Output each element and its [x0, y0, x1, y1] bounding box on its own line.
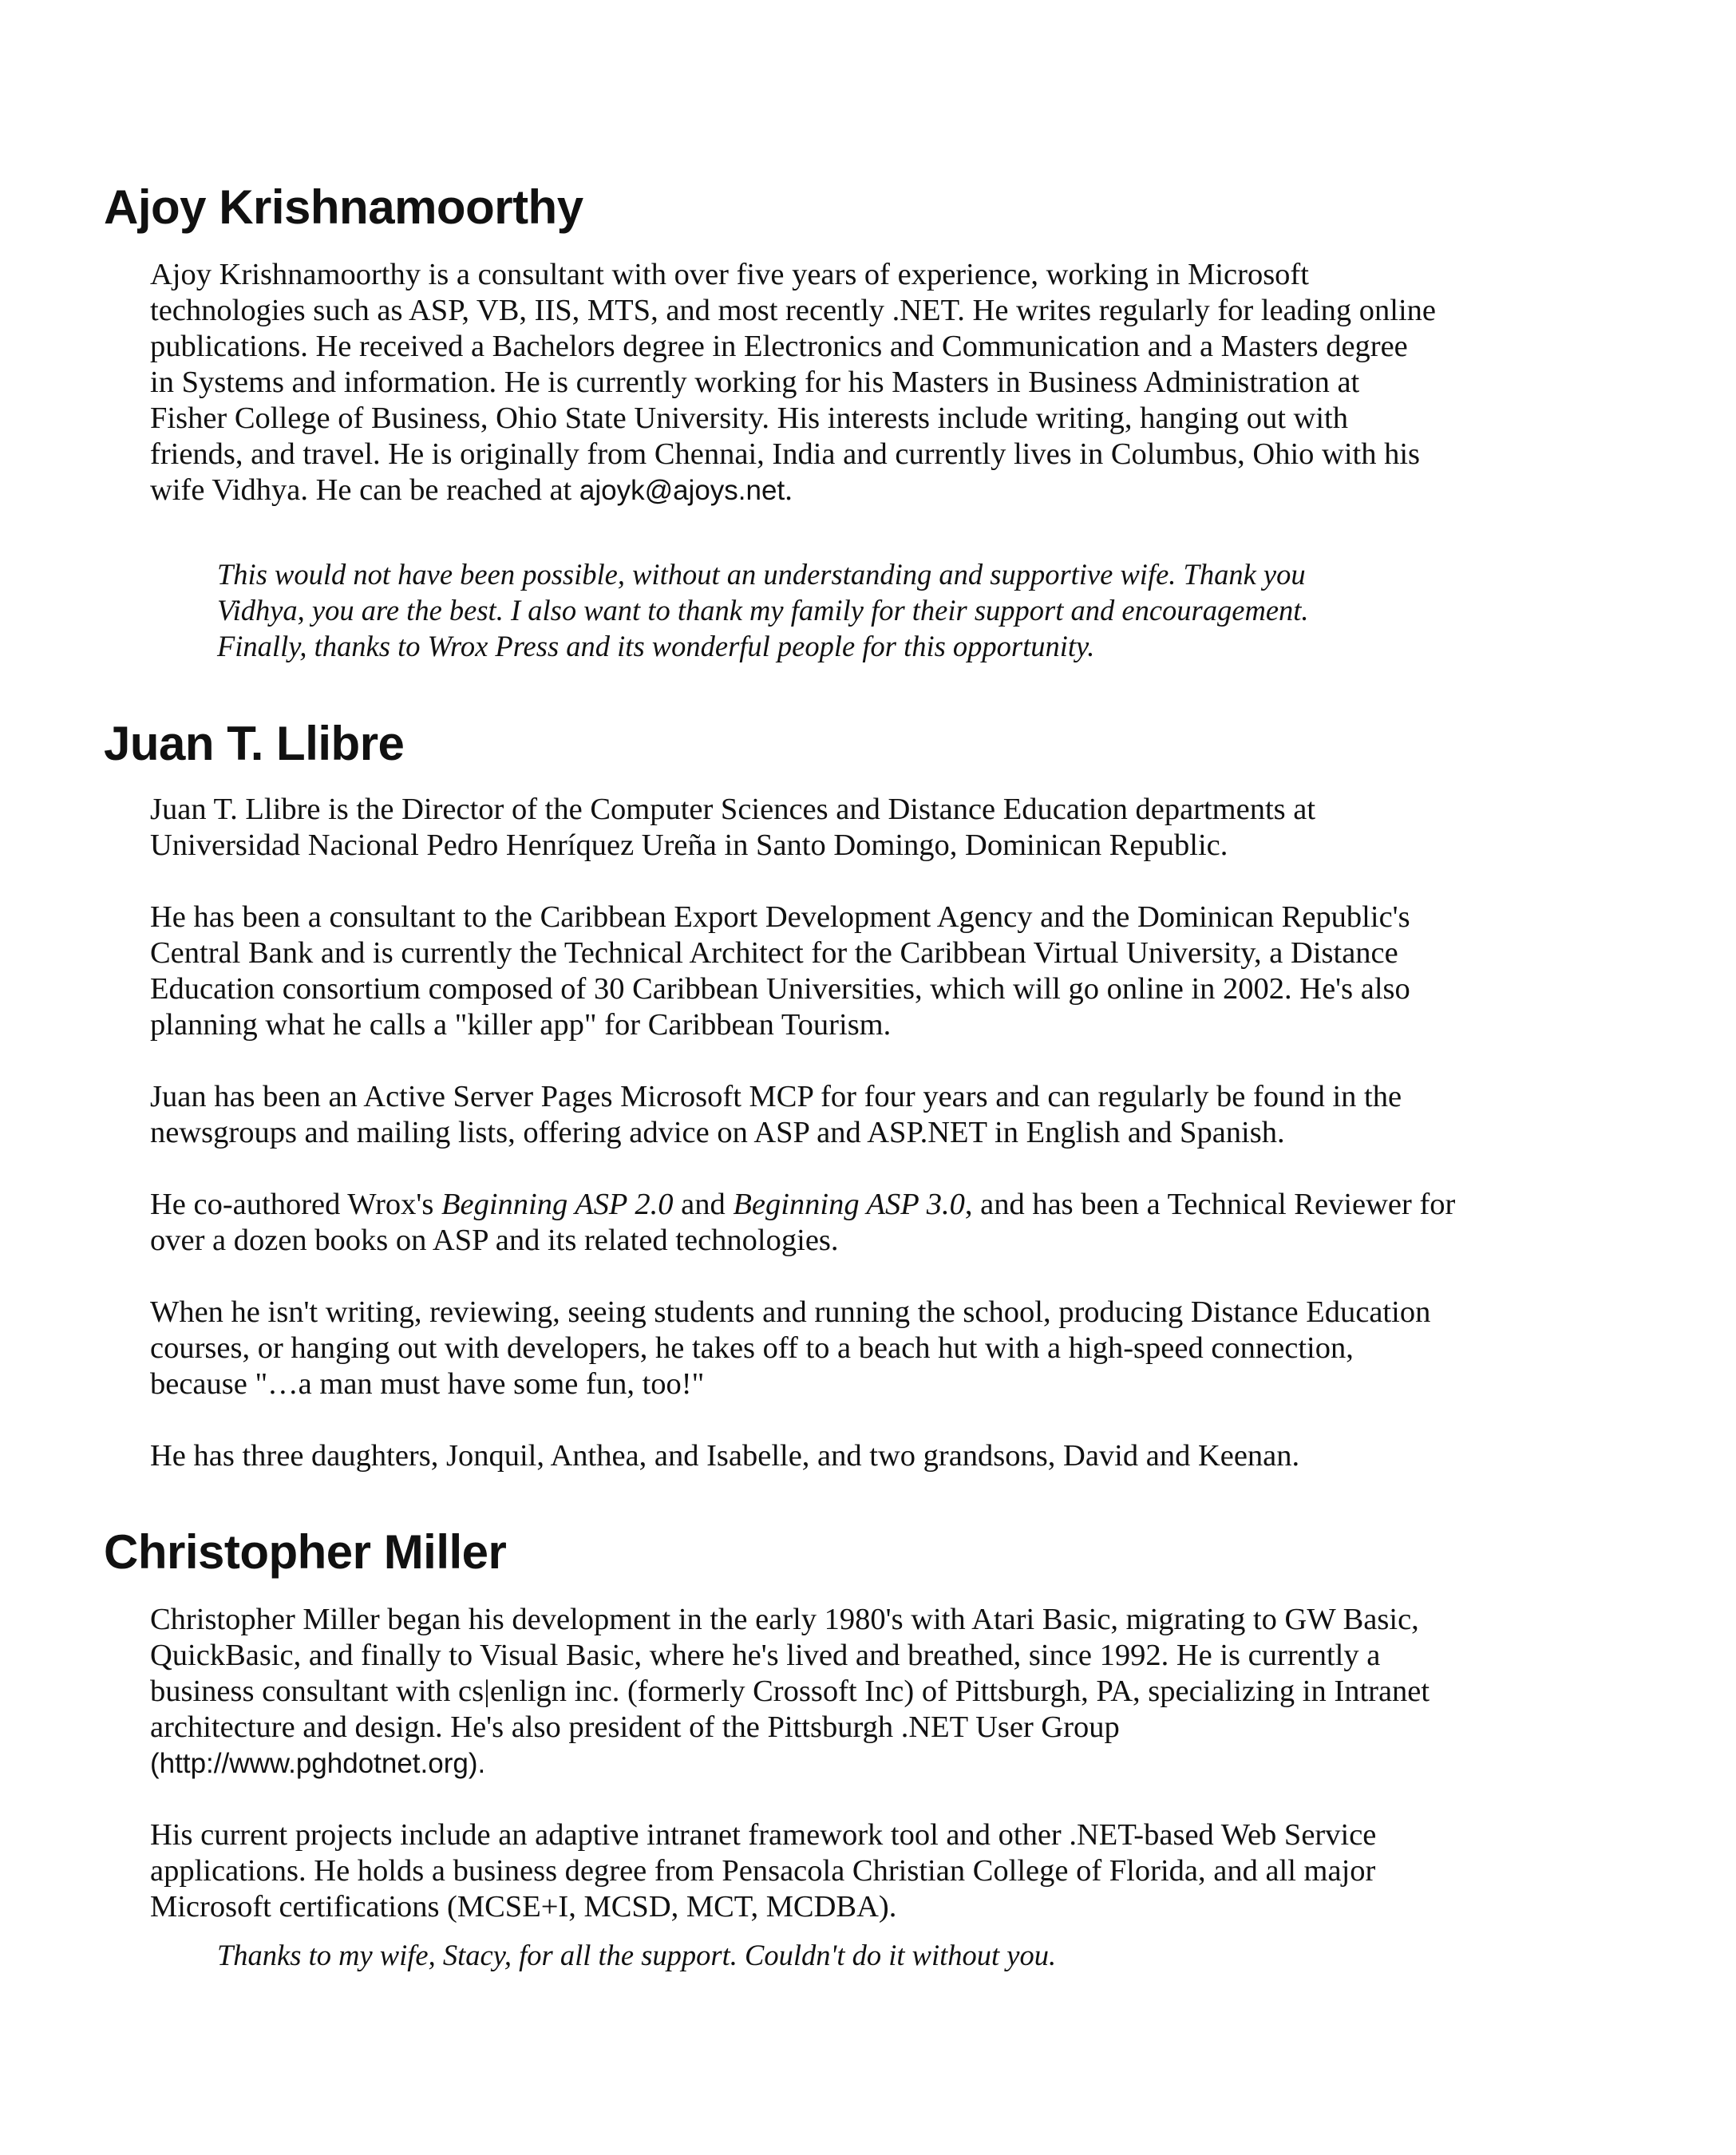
- bio-line: architecture and design. He's also president of the Pittsburgh .NET User Group: [150, 1710, 1120, 1744]
- bio-line: friends, and travel. He is originally from Chennai, India and currently lives in Columbus, Ohio with his: [150, 437, 1421, 471]
- bio-line: When he isn't writing, reviewing, seeing students and running the school, producing Distance Education: [150, 1295, 1431, 1329]
- bio-line: over a dozen books on ASP and its related technologies.: [150, 1224, 839, 1257]
- bio-line: Universidad Nacional Pedro Henríquez Ureña in Santo Domingo, Dominican Republic.: [150, 828, 1228, 862]
- bio-text: and: [673, 1188, 734, 1221]
- bio-juan-p3: [150, 1079, 1555, 1151]
- bio-line: Juan has been an Active Server Pages Microsoft MCP for four years and can regularly be found in the: [150, 1080, 1402, 1113]
- bio-line: He has been a consultant to the Caribbean Export Development Agency and the Dominican Republic's: [150, 900, 1410, 934]
- ack-line: Finally, thanks to Wrox Press and its wonderful people for this opportunity.: [217, 630, 1095, 662]
- bio-line: His current projects include an adaptive intranet framework tool and other .NET-based Web Service: [150, 1818, 1377, 1852]
- bio-line: publications. He received a Bachelors degree in Electronics and Communication and a Masters degree: [150, 330, 1408, 363]
- bio-line: courses, or hanging out with developers, he takes off to a beach hut with a high-speed connection,: [150, 1331, 1354, 1365]
- bio-line: technologies such as ASP, VB, IIS, MTS, and most recently .NET. He writes regularly for leading online: [150, 294, 1437, 327]
- bio-juan-p6: [150, 1438, 1555, 1474]
- book-title: Beginning ASP 3.0: [733, 1188, 965, 1221]
- bio-line: [150, 473, 1555, 508]
- email-link[interactable]: ajoyk@ajoys.net: [579, 475, 785, 506]
- acknowledgement-ajoy: [217, 556, 1309, 664]
- ack-line: Vidhya, you are the best. I also want to thank my family for their support and encouragement.: [217, 594, 1309, 627]
- bio-line: Ajoy Krishnamoorthy is a consultant with over five years of experience, working in Microsoft: [150, 258, 1309, 291]
- bio-line: in Systems and information. He is currently working for his Masters in Business Administration at: [150, 366, 1360, 399]
- bio-line: Microsoft certifications (MCSE+I, MCSD, MCT, MCDBA).: [150, 1890, 897, 1924]
- bio-line: Central Bank and is currently the Technical Architect for the Caribbean Virtual University, a Distance: [150, 936, 1398, 970]
- bio-juan-p1: [150, 792, 1555, 864]
- bio-text: wife Vidhya. He can be reached at: [150, 473, 579, 507]
- bio-christopher-p1: [150, 1602, 1571, 1781]
- author-name-christopher: Christopher Miller: [104, 1525, 507, 1579]
- book-title: Beginning ASP 2.0: [441, 1188, 674, 1221]
- bio-christopher-p2: [150, 1817, 1555, 1925]
- bio-text: He co-authored Wrox's: [150, 1188, 441, 1221]
- bio-line: applications. He holds a business degree from Pensacola Christian College of Florida, and all major: [150, 1854, 1376, 1888]
- bio-line: QuickBasic, and finally to Visual Basic, where he's lived and breathed, since 1992. He is currently a: [150, 1639, 1381, 1672]
- bio-line: Juan T. Llibre is the Director of the Computer Sciences and Distance Education departments at: [150, 793, 1316, 826]
- bio-juan-p4: [150, 1187, 1555, 1259]
- bio-line: [150, 1187, 1555, 1223]
- bio-line: newsgroups and mailing lists, offering advice on ASP and ASP.NET in English and Spanish.: [150, 1116, 1285, 1149]
- bio-line: Christopher Miller began his development in the early 1980's with Atari Basic, migrating to GW Basic,: [150, 1603, 1419, 1636]
- bio-line: He has three daughters, Jonquil, Anthea, and Isabelle, and two grandsons, David and Keenan.: [150, 1439, 1300, 1473]
- bio-line: business consultant with cs|enlign inc. (formerly Crossoft Inc) of Pittsburgh, PA, specializing in Intranet: [150, 1675, 1430, 1708]
- url-link[interactable]: (http://www.pghdotnet.org).: [150, 1748, 486, 1779]
- bio-line: Education consortium composed of 30 Caribbean Universities, which will go online in 2002. He's also: [150, 972, 1410, 1006]
- bio-line: because "…a man must have some fun, too!": [150, 1367, 705, 1401]
- bio-ajoy: [150, 257, 1555, 508]
- bio-text: .: [785, 473, 793, 507]
- ack-line: Thanks to my wife, Stacy, for all the support. Couldn't do it without you.: [217, 1939, 1057, 1971]
- acknowledgement-christopher: [217, 1937, 1056, 1973]
- bio-line: Fisher College of Business, Ohio State University. His interests include writing, hanging out with: [150, 401, 1348, 435]
- bio-line: planning what he calls a "killer app" for Caribbean Tourism.: [150, 1008, 892, 1042]
- ack-line: This would not have been possible, without an understanding and supportive wife. Thank you: [217, 558, 1306, 591]
- author-name-juan: Juan T. Llibre: [104, 717, 405, 770]
- author-name-ajoy: Ajoy Krishnamoorthy: [104, 180, 583, 234]
- bio-juan-p2: [150, 900, 1555, 1043]
- bio-text: , and has been a Technical Reviewer for: [964, 1188, 1456, 1221]
- bio-juan-p5: [150, 1295, 1555, 1402]
